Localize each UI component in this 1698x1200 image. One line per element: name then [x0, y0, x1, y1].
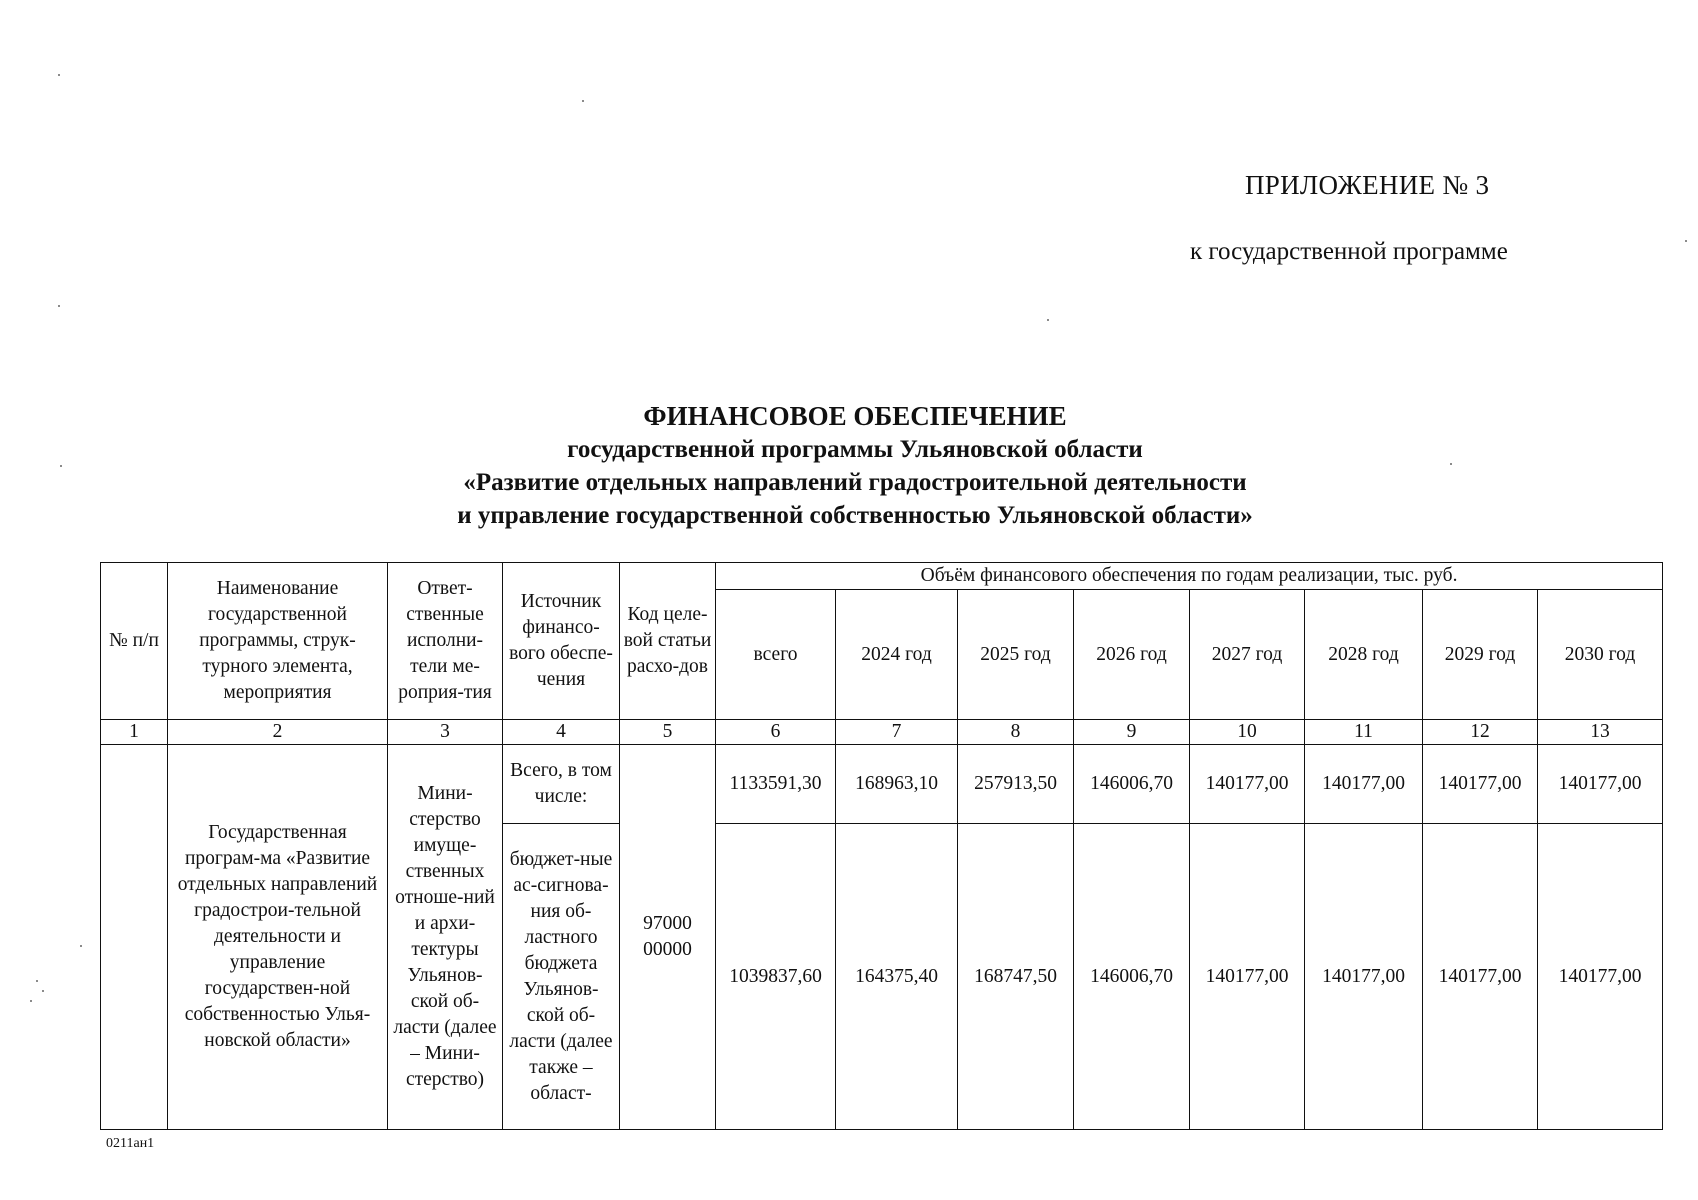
col-header-responsible: Ответ-ственные исполни-тели ме-роприя-тия [388, 563, 503, 720]
column-number: 10 [1190, 720, 1305, 745]
year-header: 2028 год [1305, 590, 1423, 720]
year-header: 2025 год [958, 590, 1074, 720]
value-cell: 164375,40 [836, 824, 958, 1130]
value-cell: 140177,00 [1423, 745, 1538, 824]
value-cell: 1133591,30 [716, 745, 836, 824]
column-number: 4 [503, 720, 620, 745]
document-heading [330, 400, 1380, 532]
financing-table [100, 562, 1663, 1130]
year-header: 2026 год [1074, 590, 1190, 720]
value-cell: 146006,70 [1074, 824, 1190, 1130]
scan-speck [1450, 463, 1452, 465]
value-cell: 140177,00 [1305, 745, 1423, 824]
column-number: 5 [620, 720, 716, 745]
column-number: 12 [1423, 720, 1538, 745]
appendix-subtitle: к государственной программе [1190, 238, 1508, 265]
year-header: 2024 год [836, 590, 958, 720]
program-name-cell: Государственная програм-ма «Развитие отдельных направлений градострои-тельной деятельности и управление государствен-ной собственностью Улья-новской области» [168, 745, 388, 1130]
col-header-source: Источник финансо-вого обеспе-чения [503, 563, 620, 720]
heading-line-4: и управление государственной собственностью Ульяновской области» [457, 502, 1253, 529]
source-total-cell: Всего, в том числе: [503, 745, 620, 824]
budget-code-cell: 97000 00000 [620, 745, 716, 1130]
column-number: 2 [168, 720, 388, 745]
col-header-no: № п/п [101, 563, 168, 720]
value-cell: 140177,00 [1423, 824, 1538, 1130]
year-header: 2029 год [1423, 590, 1538, 720]
heading-line-3: «Развитие отдельных направлений градостроительной деятельности [463, 469, 1247, 496]
heading-line-2: государственной программы Ульяновской области [567, 436, 1143, 463]
value-cell: 140177,00 [1305, 824, 1423, 1130]
footer-code: 0211ан1 [106, 1136, 155, 1151]
scan-speck [58, 74, 60, 76]
scan-speck [1685, 240, 1687, 242]
value-cell: 1039837,60 [716, 824, 836, 1130]
row-number-cell [101, 745, 168, 1130]
col-header-volume: Объём финансового обеспечения по годам реализации, тыс. руб. [716, 563, 1663, 590]
col-header-code: Код целе-вой статьи расхо-дов [620, 563, 716, 720]
value-cell: 168747,50 [958, 824, 1074, 1130]
value-cell: 140177,00 [1538, 745, 1663, 824]
column-number-row [101, 720, 1663, 745]
scan-speck [36, 980, 38, 982]
column-number: 9 [1074, 720, 1190, 745]
column-number: 13 [1538, 720, 1663, 745]
year-header: 2027 год [1190, 590, 1305, 720]
header-row-top [101, 563, 1663, 590]
value-cell: 257913,50 [958, 745, 1074, 824]
scan-speck [42, 990, 44, 992]
source-budget-cell: бюджет-ные ас-сигнова-ния об-ластного бюджета Ульянов-ской об-ласти (далее также – област- [503, 824, 620, 1130]
responsible-cell: Мини-стерство имуще-ственных отноше-ний и архи-тектуры Ульянов-ской об-ласти (далее – Мини-стерство) [388, 745, 503, 1130]
value-cell: 140177,00 [1190, 745, 1305, 824]
scan-speck [60, 465, 62, 467]
column-number: 7 [836, 720, 958, 745]
scan-speck [80, 945, 82, 947]
value-cell: 146006,70 [1074, 745, 1190, 824]
value-cell: 140177,00 [1190, 824, 1305, 1130]
column-number: 6 [716, 720, 836, 745]
scan-speck [582, 100, 584, 102]
heading-line-1: ФИНАНСОВОЕ ОБЕСПЕЧЕНИЕ [643, 401, 1067, 431]
appendix-title: ПРИЛОЖЕНИЕ № 3 [1245, 170, 1490, 200]
scan-speck [1047, 319, 1049, 321]
column-number: 1 [101, 720, 168, 745]
value-cell: 168963,10 [836, 745, 958, 824]
column-number: 8 [958, 720, 1074, 745]
col-header-name: Наименование государственной программы, струк-турного элемента, мероприятия [168, 563, 388, 720]
year-header: всего [716, 590, 836, 720]
table-row-total [101, 745, 1663, 824]
scan-speck [30, 1000, 32, 1002]
value-cell: 140177,00 [1538, 824, 1663, 1130]
column-number: 11 [1305, 720, 1423, 745]
scan-speck [58, 305, 60, 307]
column-number: 3 [388, 720, 503, 745]
year-header: 2030 год [1538, 590, 1663, 720]
